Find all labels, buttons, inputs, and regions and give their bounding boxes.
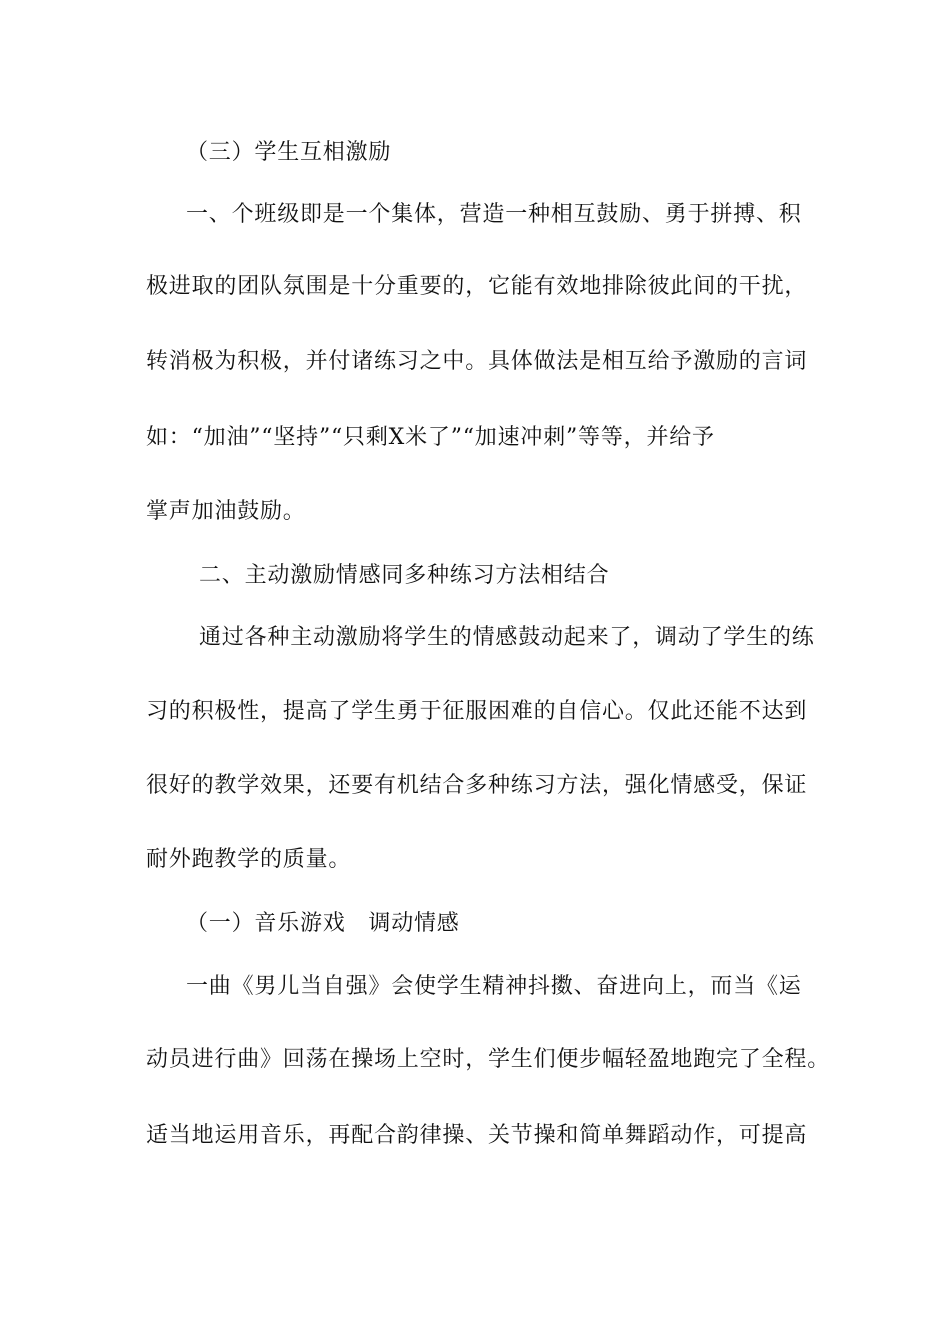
paragraph-line: 一曲《男儿当自强》会使学生精神抖擞、奋进向上，而当《运 xyxy=(186,974,802,999)
paragraph-line: 动员进行曲》回荡在操场上空时，学生们便步幅轻盈地跑完了全程。 xyxy=(146,1047,831,1072)
section-heading-three: （三）学生互相激励 xyxy=(186,140,392,165)
paragraph-line: 耐外跑教学的质量。 xyxy=(146,847,352,872)
paragraph-line: 通过各种主动激励将学生的情感鼓动起来了，调动了学生的练 xyxy=(199,625,815,650)
paragraph-line: 一、个班级即是一个集体，营造一种相互鼓励、勇于拼搏、积 xyxy=(186,202,802,227)
paragraph-line: 转消极为积极，并付诸练习之中。具体做法是相互给予激励的言词 xyxy=(146,349,808,374)
paragraph-line: 适当地运用音乐，再配合韵律操、关节操和简单舞蹈动作，可提高 xyxy=(146,1123,808,1148)
paragraph-line: 习的积极性，提高了学生勇于征服困难的自信心。仅此还能不达到 xyxy=(146,699,808,724)
paragraph-line: 很好的教学效果，还要有机结合多种练习方法，强化情感受，保证 xyxy=(146,773,808,798)
paragraph-line: 掌声加油鼓励。 xyxy=(146,499,306,524)
paragraph-line: 极进取的团队氛围是十分重要的，它能有效地排除彼此间的干扰， xyxy=(146,274,808,299)
section-heading-two: 二、主动激励情感同多种练习方法相结合 xyxy=(199,563,610,588)
paragraph-line: 如：“加油”“坚持”“只剩X米了”“加速冲刺”等等，并给予 xyxy=(146,425,715,450)
section-heading-one: （一）音乐游戏 调动情感 xyxy=(186,911,460,936)
